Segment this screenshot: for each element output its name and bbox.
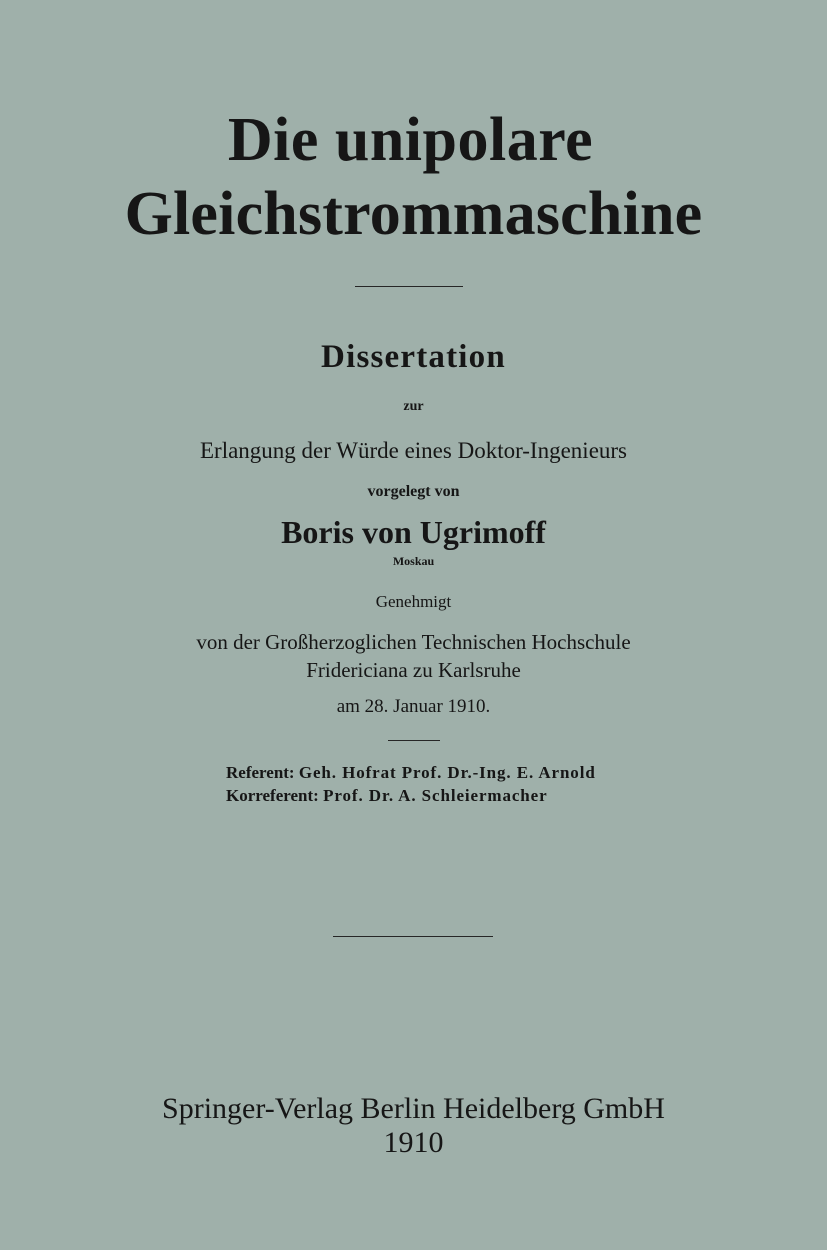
zur-text: zur	[403, 399, 424, 414]
referent-name: Geh. Hofrat Prof. Dr.-Ing. E. Arnold	[298, 763, 596, 782]
title-line-1: Die unipolare	[227, 106, 594, 174]
approved-text: Genehmigt	[375, 592, 452, 611]
referent-row	[226, 762, 596, 785]
submitted-by-text: vorgelegt von	[367, 483, 460, 500]
referees-block	[226, 762, 596, 808]
author-name: Boris von Ugrimoff	[281, 514, 546, 550]
divider-rule-middle	[388, 740, 440, 741]
korreferent-label: Korreferent:	[226, 786, 319, 805]
document-type: Dissertation	[321, 339, 506, 375]
publication-year: 1910	[383, 1126, 444, 1159]
divider-rule-top	[355, 286, 463, 287]
divider-rule-bottom	[333, 936, 493, 937]
institution-line-1: von der Großherzoglichen Technischen Hochschule	[196, 630, 631, 654]
title-line-2: Gleichstrommaschine	[124, 180, 703, 248]
institution-line-2: Fridericiana zu Karlsruhe	[306, 658, 521, 682]
publisher-name: Springer-Verlag Berlin Heidelberg GmbH	[162, 1092, 665, 1125]
korreferent-row	[226, 785, 596, 808]
korreferent-name: Prof. Dr. A. Schleiermacher	[323, 786, 548, 805]
purpose-text: Erlangung der Würde eines Doktor-Ingenieurs	[199, 438, 628, 463]
referent-label: Referent:	[226, 763, 295, 782]
approval-date: am 28. Januar 1910.	[336, 696, 491, 717]
author-city: Moskau	[392, 554, 435, 568]
